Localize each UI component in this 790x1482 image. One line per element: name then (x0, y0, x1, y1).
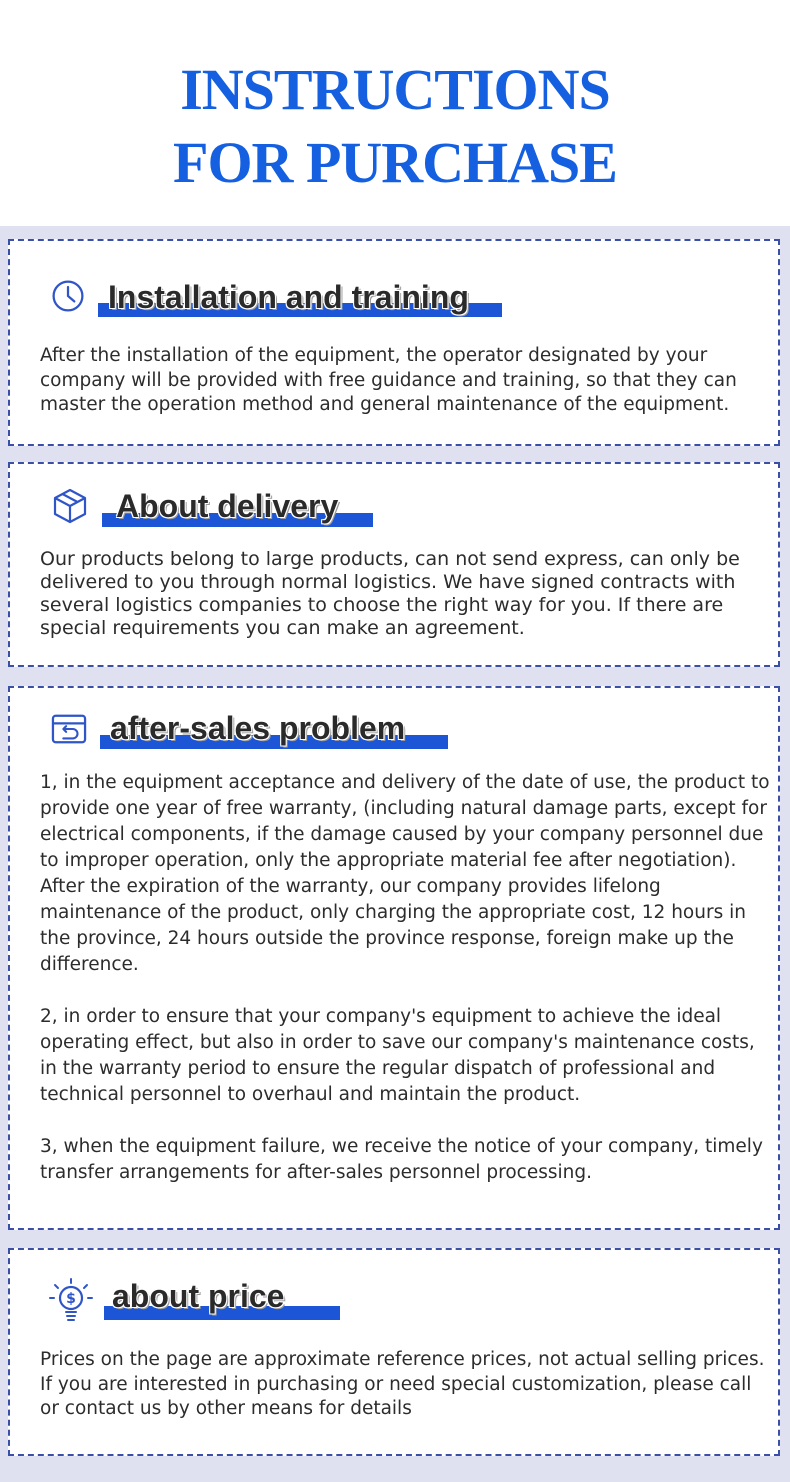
section-heading (50, 486, 380, 536)
section-body (40, 548, 770, 640)
section-body (40, 344, 770, 418)
paragraph: 3, when the equipment failure, we receive the notice of your company, timely transfer arrangements for after-sales personnel processing. (40, 1136, 763, 1183)
return-icon (50, 712, 88, 746)
clock-icon (50, 278, 86, 314)
price-bulb-icon (46, 1276, 96, 1326)
paragraph: Prices on the page are approximate reference prices, not actual selling prices. If you are interested in purchasing or need special customization, please call or contact us by other means for details (40, 1349, 765, 1419)
page-title-line-2: FOR PURCHASE (173, 130, 617, 195)
section-heading-text: Installation and training (108, 279, 469, 315)
section-heading (50, 1276, 350, 1326)
paragraph: Our products belong to large products, can not send express, can only be delivered to you through normal logistics. We have signed contracts with several logistics companies to choose the right way for you. If there are special requirements you can make an agreement. (40, 548, 740, 639)
page-title-line-1: INSTRUCTIONS (180, 57, 610, 122)
section-body (40, 1348, 770, 1422)
section-installation (8, 239, 780, 446)
section-delivery (8, 462, 780, 667)
section-heading (50, 708, 450, 758)
paragraph: 1, in the equipment acceptance and delivery of the date of use, the product to provide one year of free warranty, (including natural damage parts, except for electrical components, if the damage caused by your company personnel due to improper operation, only the appropriate material fee after negotiation). After the expiration of the warranty, our company provides lifelong maintenance of the product, only charging the appropriate cost, 12 hours in the province, 24 hours outside the province response, foreign make up the difference. (40, 772, 770, 975)
svg-text:$: $ (66, 1291, 76, 1307)
section-heading (50, 277, 520, 327)
section-heading-text: after-sales problem (110, 710, 406, 746)
section-after-sales (8, 686, 780, 1230)
section-price (8, 1248, 780, 1456)
section-body (40, 770, 770, 1186)
section-heading-text: About delivery (116, 488, 339, 524)
box-icon (50, 486, 90, 526)
paragraph: 2, in order to ensure that your company's equipment to achieve the ideal operating effect, but also in order to save our company's maintenance costs, in the warranty period to ensure the regular dispatch of professional and technical personnel to overhaul and maintain the product. (40, 1006, 755, 1105)
section-heading-text: about price (112, 1278, 285, 1314)
page-header (0, 0, 790, 226)
paragraph: After the installation of the equipment, the operator designated by your company will be provided with free guidance and training, so that they can master the operation method and general maintenance of the equipment. (40, 345, 737, 415)
